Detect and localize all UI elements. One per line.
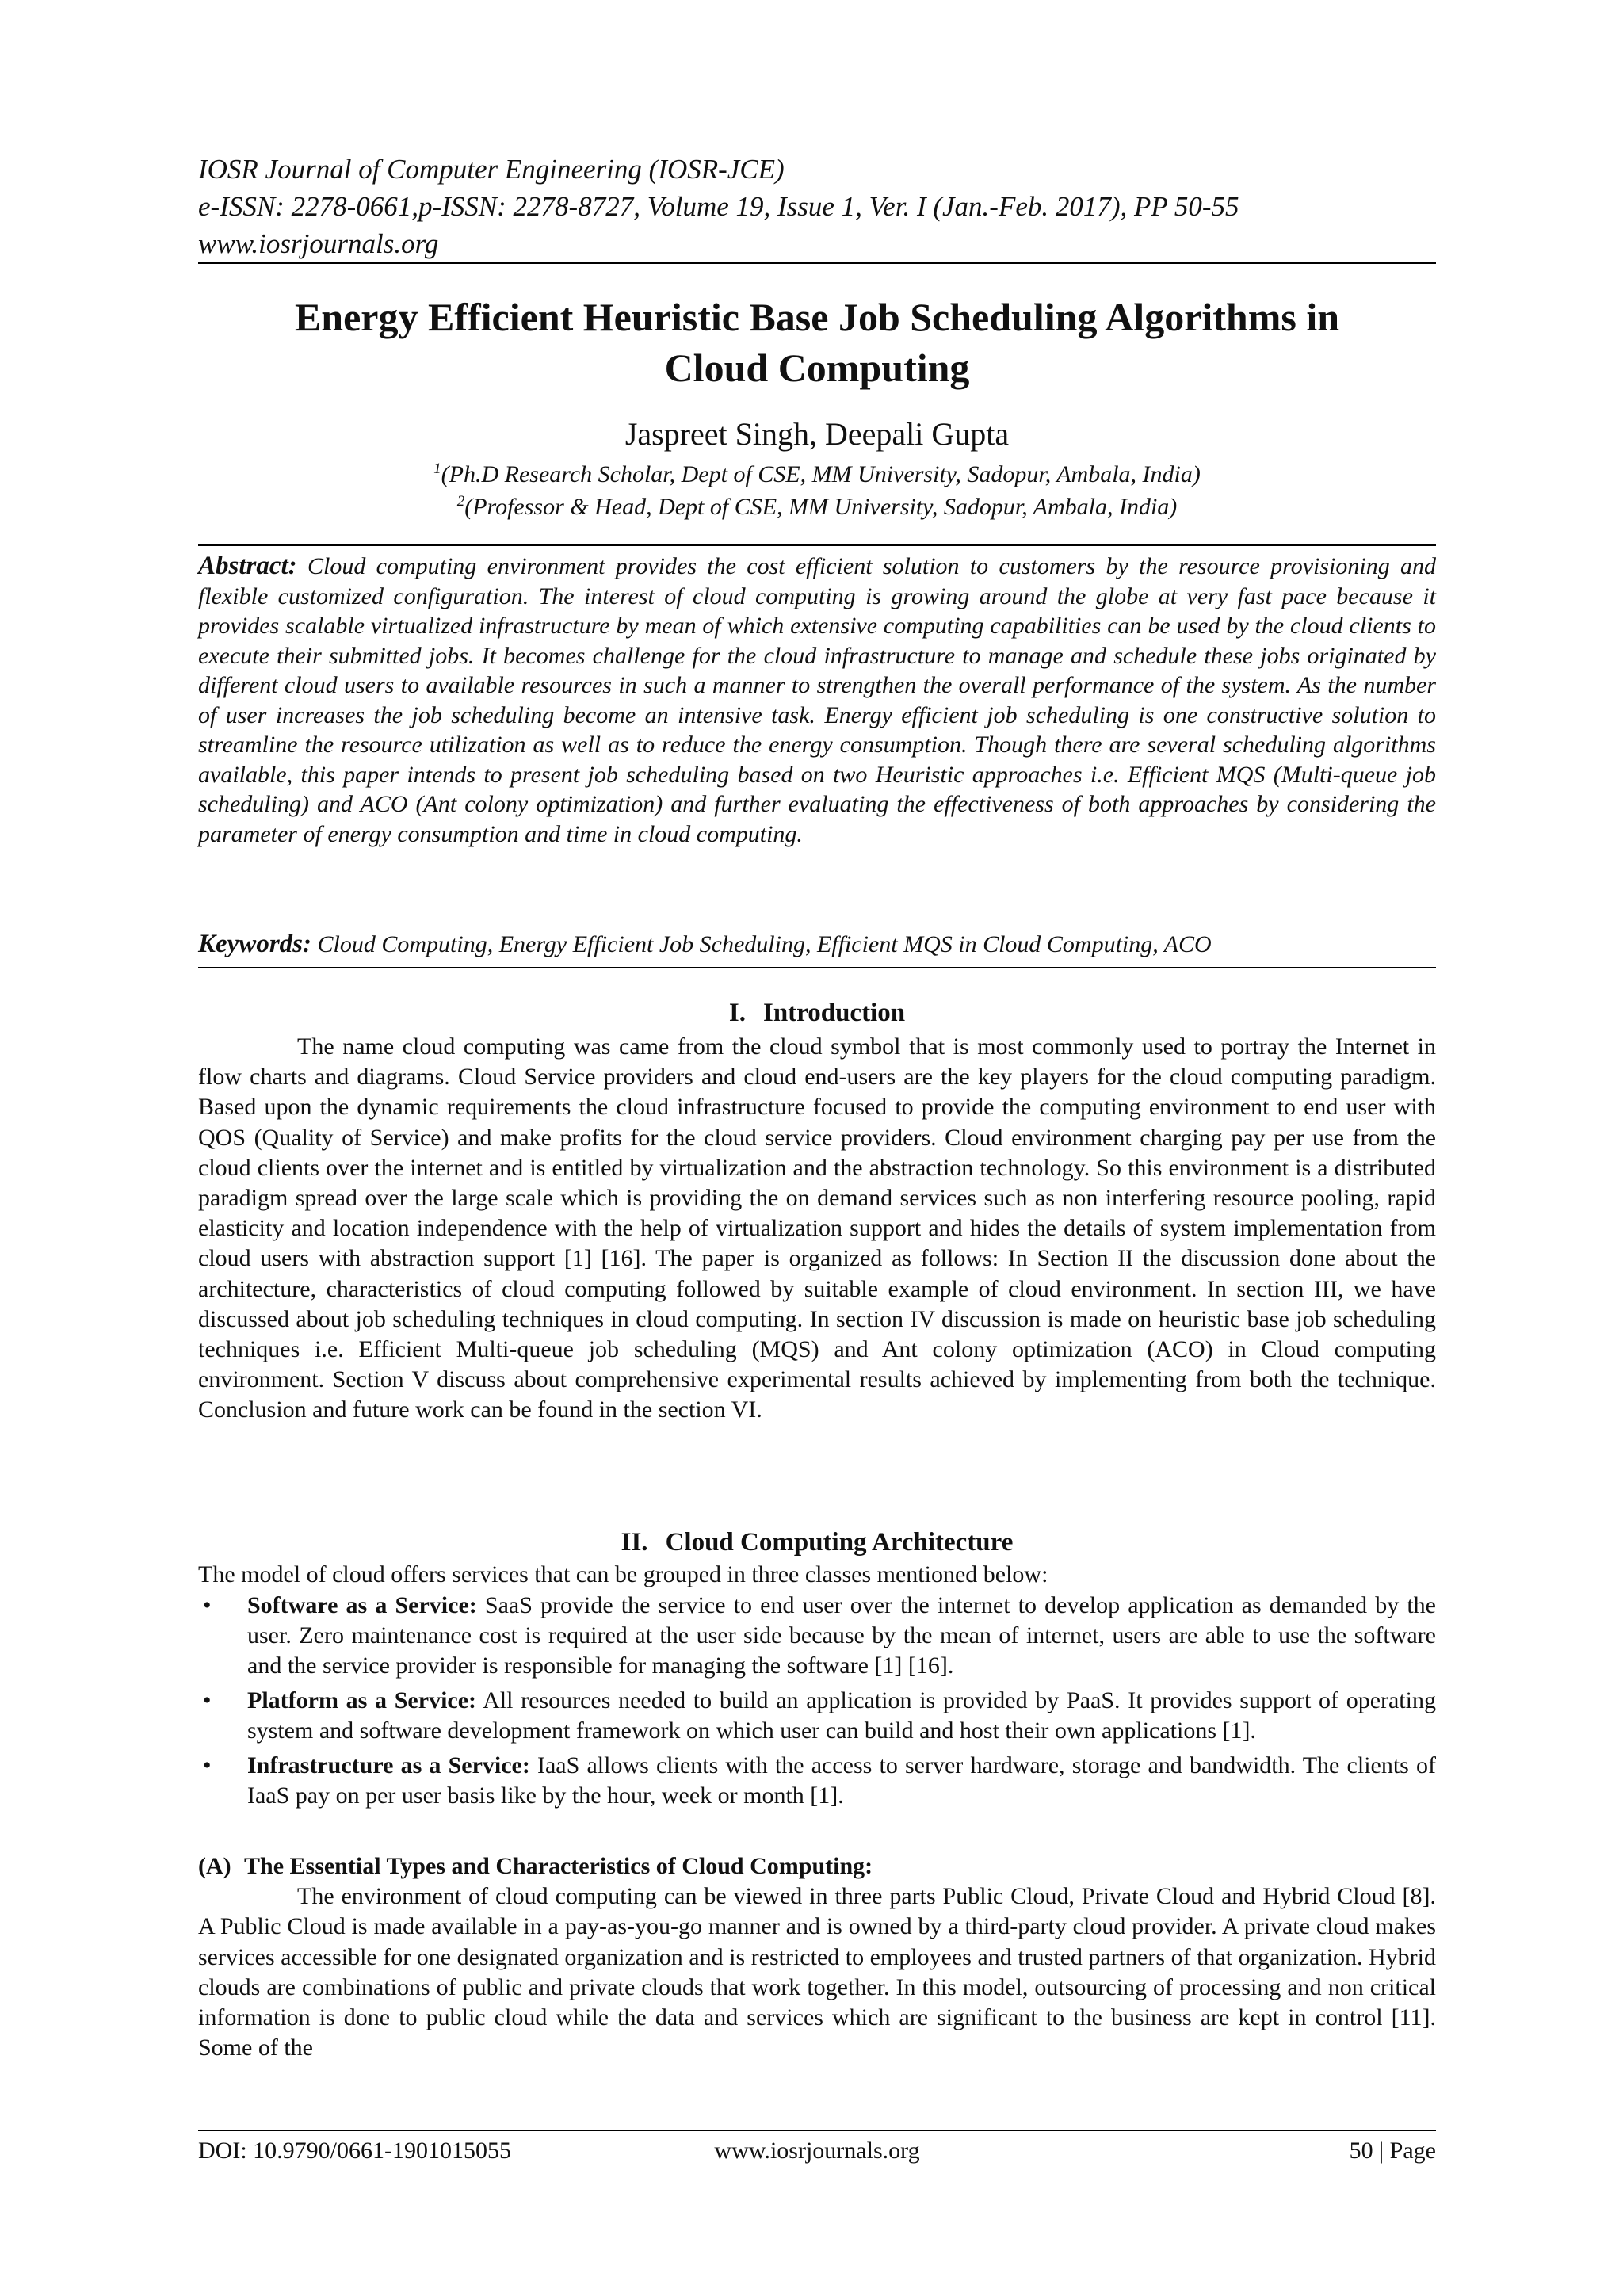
- affiliation-1: [198, 458, 1436, 491]
- bullet-icon: •: [203, 1752, 212, 1778]
- abstract-label: Abstract:: [198, 552, 297, 580]
- affiliation-2: [198, 491, 1436, 523]
- section-2-title: Cloud Computing Architecture: [665, 1528, 1014, 1557]
- list-item: [198, 1686, 1436, 1746]
- affiliation-2-marker: 2: [456, 493, 465, 510]
- abstract-text: Cloud computing environment provides the cost efficient solution to customers by the resource provisioning and flexible customized configuration. The interest of cloud computing is growing around the globe at very fast pace because it provides scalable virtualized infrastructure by mean of which extensive computing capabilities can be used by the cloud clients to execute their submitted jobs. It becomes challenge for the cloud infrastructure to manage and schedule these jobs originated by different cloud users to available resources in such a manner to strengthen the overall performance of the system. As the number of user increases the job scheduling become an intensive task. Energy efficient job scheduling is one constructive solution to streamline the resource utilization as well as to reduce the energy consumption. Though there are several scheduling algorithms available, this paper intends to present job scheduling based on two Heuristic approaches i.e. Efficient MQS (Multi-queue job scheduling) and ACO (Ant colony optimization) and further evaluating the effectiveness of both approaches by considering the parameter of energy consumption and time in cloud computing.: [198, 553, 1437, 847]
- footer-website: www.iosrjournals.org: [714, 2137, 920, 2164]
- title-line-2: Cloud Computing: [664, 346, 970, 390]
- paper-title: [198, 292, 1436, 393]
- page-footer: [198, 2135, 1436, 2167]
- authors: Jaspreet Singh, Deepali Gupta: [624, 416, 1010, 452]
- keywords: [198, 929, 1436, 960]
- affiliation-1-marker: 1: [433, 460, 441, 477]
- section-2-intro: The model of cloud offers services that can be grouped in three classes mentioned below:: [198, 1561, 1048, 1587]
- abstract-bottom-rule: [198, 967, 1436, 968]
- subsection-a-letter: (A): [198, 1853, 231, 1879]
- abstract-top-rule: [198, 544, 1436, 546]
- abstract: [198, 552, 1436, 849]
- subsection-a-title: The Essential Types and Characteristics of Cloud Computing:: [244, 1853, 873, 1879]
- section-1-title: Introduction: [762, 999, 906, 1027]
- list-item-text: IaaS allows clients with the access to server hardware, storage and bandwidth. The clients of IaaS pay on per user basis like by the hour, week or month [1].: [247, 1752, 1436, 1809]
- subsection-a-heading: [198, 1851, 1436, 1881]
- service-list: [198, 1591, 1436, 1816]
- keywords-label: Keywords:: [198, 930, 311, 958]
- list-item-text: All resources needed to build an application is provided by PaaS. It provides support of operating system and software development framework on which user can build and host their own applications [1].: [247, 1687, 1436, 1744]
- section-1-heading: [198, 997, 1436, 1029]
- affiliation-2-text: (Professor & Head, Dept of CSE, MM University, Sadopur, Ambala, India): [464, 494, 1178, 520]
- footer-doi: DOI: 10.9790/0661-1901015055: [198, 2137, 511, 2164]
- bullet-icon: •: [203, 1687, 212, 1713]
- footer-rule: [198, 2130, 1436, 2131]
- journal-website: www.iosrjournals.org: [198, 228, 439, 259]
- section-1-paragraph: The name cloud computing was came from the cloud symbol that is most commonly used to portray the Internet in flow charts and diagrams. Cloud Service providers and cloud end-users are the key players for the cloud computing paradigm. Based upon the dynamic requirements the cloud infrastructure focused to provide the computing environment to end user with QOS (Quality of Service) and make profits for the cloud service providers. Cloud environment charging pay per use from the cloud clients over the internet and is entitled by virtualization and the abstraction technology. So this environment is a distributed paradigm spread over the large scale which is providing the on demand services such as non interfering resource pooling, rapid elasticity and location independence with the help of virtualization support and hides the details of system implementation from cloud users with abstraction support [1] [16]. The paper is organized as follows: In Section II the discussion done about the architecture, characteristics of cloud computing followed by suitable example of cloud environment. In section III, we have discussed about job scheduling techniques in cloud computing. In section IV discussion is made on heuristic base job scheduling techniques i.e. Efficient Multi-queue job scheduling (MQS) and Ant colony optimization (ACO) in Cloud computing environment. Section V discuss about comprehensive experimental results achieved by implementing from both the technique. Conclusion and future work can be found in the section VI.: [198, 1033, 1436, 1423]
- list-item-text: SaaS provide the service to end user over the internet to develop application as demanded by the user. Zero maintenance cost is required at the user side because by the mean of internet, users are able to use the software and the service provider is responsible for managing the software [1] [16].: [247, 1592, 1436, 1679]
- journal-name: IOSR Journal of Computer Engineering (IOSR-JCE): [198, 154, 785, 185]
- section-2-number: II.: [621, 1528, 648, 1557]
- journal-header: [198, 151, 1436, 262]
- affiliation-1-text: (Ph.D Research Scholar, Dept of CSE, MM University, Sadopur, Ambala, India): [441, 461, 1201, 487]
- bullet-icon: •: [203, 1592, 212, 1618]
- list-item-label: Software as a Service:: [247, 1592, 477, 1618]
- keywords-text: Cloud Computing, Energy Efficient Job Scheduling, Efficient MQS in Cloud Computing, ACO: [317, 931, 1212, 957]
- footer-page-number: 50 | Page: [1349, 2137, 1436, 2164]
- section-2-heading: [198, 1526, 1436, 1558]
- section-1-number: I.: [728, 999, 746, 1027]
- list-item: [198, 1751, 1436, 1811]
- list-item-label: Infrastructure as a Service:: [247, 1752, 530, 1778]
- list-item-label: Platform as a Service:: [247, 1687, 477, 1713]
- title-line-1: Energy Efficient Heuristic Base Job Scheduling Algorithms in: [294, 295, 1340, 339]
- affiliations: [198, 458, 1436, 523]
- header-rule: [198, 262, 1436, 264]
- list-item: [198, 1591, 1436, 1681]
- subsection-a-paragraph: The environment of cloud computing can be viewed in three parts Public Cloud, Private Cloud and Hybrid Cloud [8]. A Public Cloud is made available in a pay-as-you-go manner and is owned by a third-party cloud provider. A private cloud makes services accessible for one designated organization and is restricted to employees and trusted partners of that organization. Hybrid clouds are combinations of public and private clouds that work together. In this model, outsourcing of processing and non critical information is done to public cloud while the data and services which are significant to the business are kept in control [11]. Some of the: [198, 1883, 1436, 2061]
- journal-issn: e-ISSN: 2278-0661,p-ISSN: 2278-8727, Volume 19, Issue 1, Ver. I (Jan.-Feb. 2017), PP 50-55: [198, 191, 1239, 222]
